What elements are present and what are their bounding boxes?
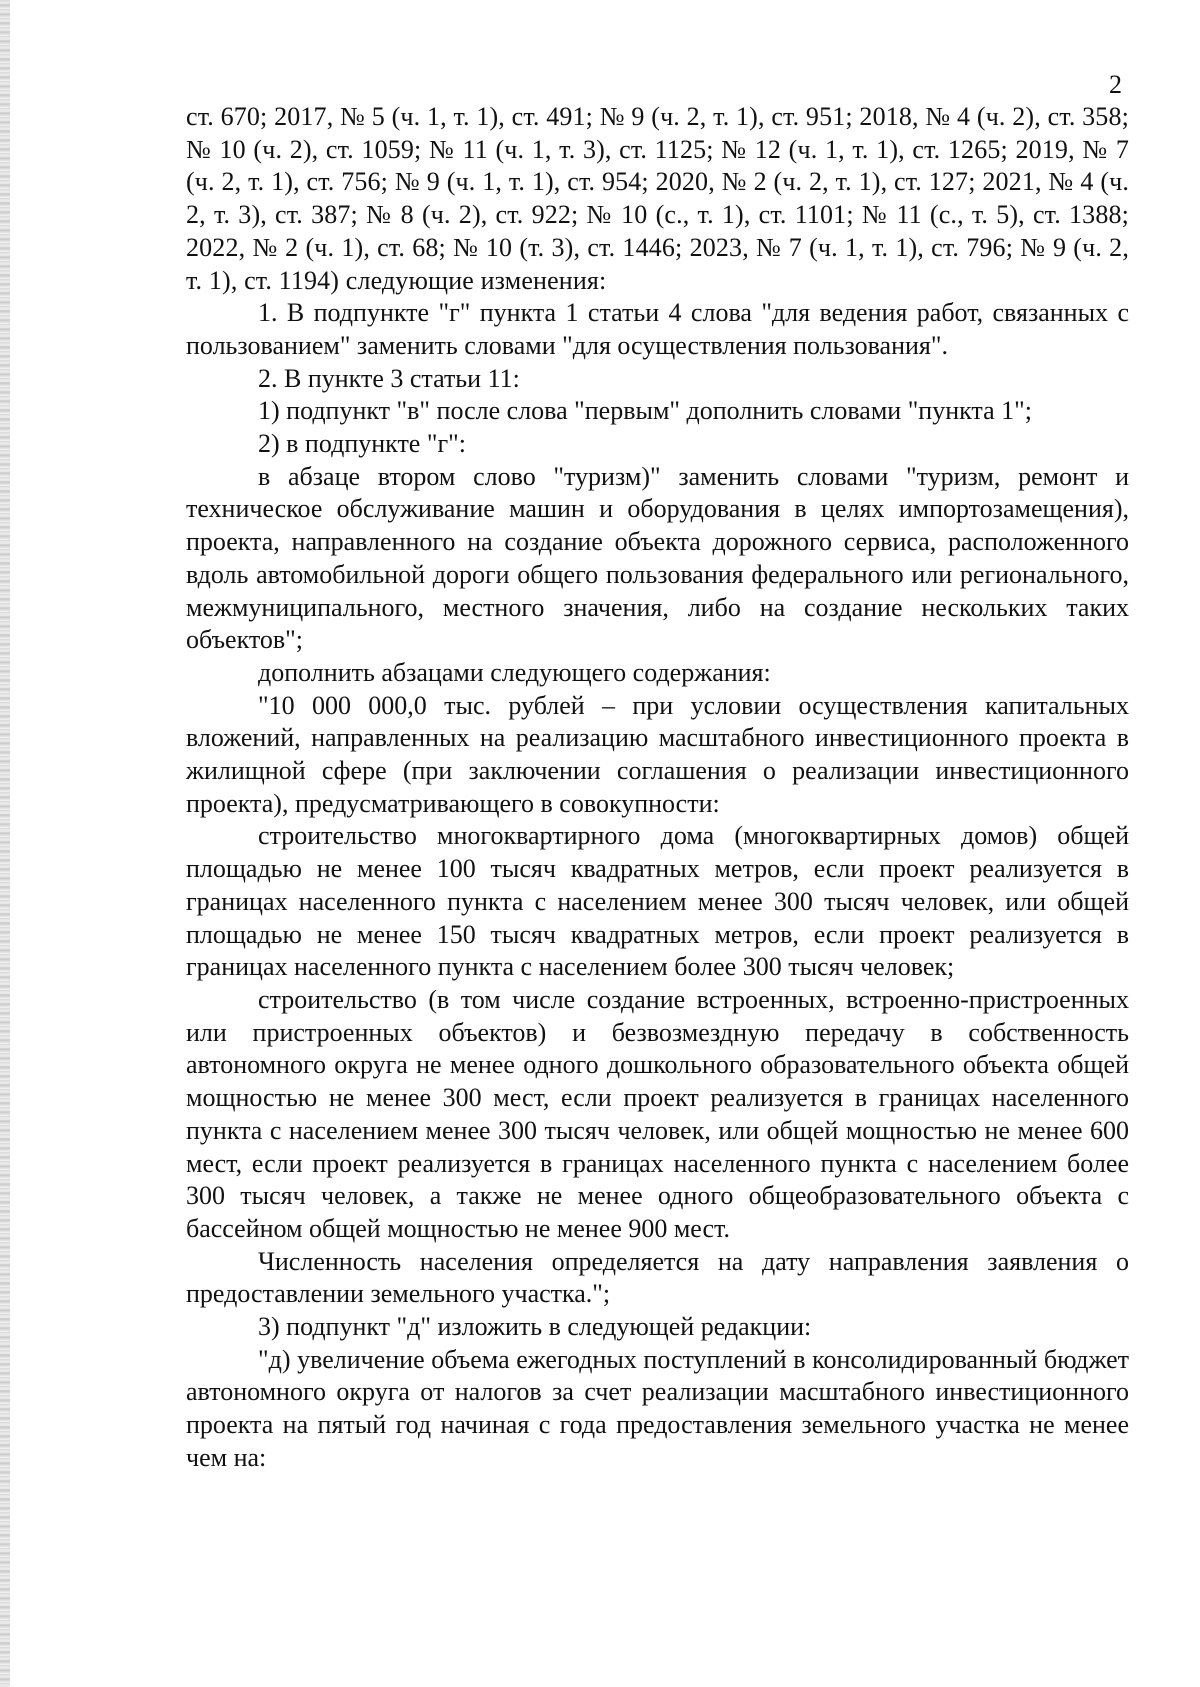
page-number: 2 [1109, 70, 1122, 99]
paragraph-amendment-2: 2. В пункте 3 статьи 11: [258, 363, 520, 393]
paragraph-subitem-2: 2) в подпункте "г": [258, 429, 466, 459]
paragraph-education-objects: строительство (в том числе создание встроенных, встроенно-пристроенных или пристроенных объектов) и безвозмездную передачу в собственность автономного округа не менее одного дошкольного образовательного объекта общей мощностью не менее 300 мест, если проект реализуется в границах населенного пункта с населением менее 300 тысяч человек, или общей мощностью не менее 600 мест, если проект реализуется в границах населенного пункта с населением более 300 тысяч человек, а также не менее одного общеобразовательного объекта с бассейном общей мощностью не менее 900 мест. [186, 984, 1129, 1243]
paragraph-investment-threshold: "10 000 000,0 тыс. рублей – при условии осуществления капитальных вложений, направленных на реализацию масштабного инвестиционного проекта в жилищной сфере (при заключении соглашения о реализации инвестиционного проекта), предусматривающего в совокупности: [186, 690, 1129, 818]
paragraph-amendment-1: 1. В подпункте "г" пункта 1 статьи 4 слова "для ведения работ, связанных с пользованием" заменить словами "для осуществления пользования". [186, 298, 1129, 360]
paragraph-subitem-1: 1) подпункт "в" после слова "первым" дополнить словами "пункта 1"; [258, 396, 1032, 426]
paragraph-budget-increase: "д) увеличение объема ежегодных поступлений в консолидированный бюджет автономного округа от налогов за счет реализации масштабного инвестиционного проекта на пятый год начиная с года предоставления земельного участка не менее чем на: [186, 1344, 1129, 1472]
paragraph-subitem-3: 3) подпункт "д" изложить в следующей редакции: [258, 1312, 812, 1342]
paragraph-add-clauses: дополнить абзацами следующего содержания: [258, 657, 771, 687]
scan-left-edge [0, 0, 10, 1687]
paragraph-population-definition: Численность населения определяется на дату направления заявления о предоставлении земельного участка."; [186, 1246, 1129, 1309]
paragraph-tourism-change: в абзаце втором слово "туризм)" заменить словами "туризм, ремонт и техническое обслуживание машин и оборудования в целях импортозамещения), проекта, направленного на создание объекта дорожного сервиса, расположенного вдоль автомобильной дороги общего пользования федерального или регионального, межмуниципального, местного значения, либо на создание нескольких таких объектов"; [186, 461, 1129, 655]
paragraph-legal-references: ст. 670; 2017, № 5 (ч. 1, т. 1), ст. 491; № 9 (ч. 2, т. 1), ст. 951; 2018, № 4 (ч. 2), ст. 358; № 10 (ч. 2), ст. 1059; № 11 (ч. 1, т. 3), ст. 1125; № 12 (ч. 1, т. 1), ст. 1265; 2019, № 7 (ч. 2, т. 1), ст. 756; № 9 (ч. 1, т. 1), ст. 954; 2020, № 2 (ч. 2, т. 1), ст. 127; 2021, № 4 (ч. 2, т. 3), ст. 387; № 8 (ч. 2), ст. 922; № 10 (с., т. 1), ст. 1101; № 11 (с., т. 5), ст. 1388; 2022, № 2 (ч. 1), ст. 68; № 10 (т. 3), ст. 1446; 2023, № 7 (ч. 1, т. 1), ст. 796; № 9 (ч. 2, т. 1), ст. 1194) следующие изменения: [186, 102, 1129, 295]
document-body [186, 101, 1129, 1475]
paragraph-housing-construction: строительство многоквартирного дома (многоквартирных домов) общей площадью не менее 100 тысяч квадратных метров, если проект реализуется в границах населенного пункта с населением менее 300 тысяч человек, или общей площадью не менее 150 тысяч квадратных метров, если проект реализуется в границах населенного пункта с населением более 300 тысяч человек; [186, 821, 1129, 982]
